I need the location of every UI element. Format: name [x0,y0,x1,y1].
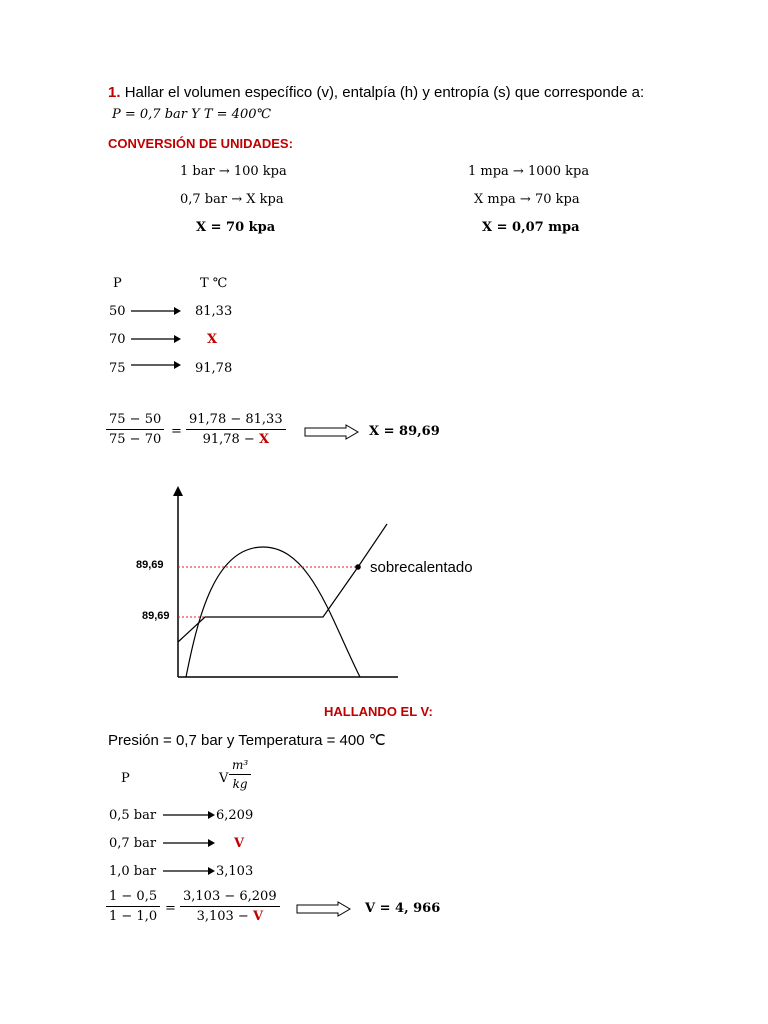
interp2-num-right: 3,103 − 6,209 [180,889,280,907]
conversion-right-2: X mpa → 70 kpa [474,192,580,207]
conversion-heading: CONVERSIÓN DE UNIDADES: [108,136,293,151]
interp2-result: V = 4, 966 [365,901,441,916]
diagram-label-upper: 89,69 [136,559,164,571]
interp2-den-right-var: V [252,909,264,924]
interp2-den-right [194,907,266,924]
table1-header-t: T ℃ [200,276,228,291]
double-arrow-right-icon [296,901,352,917]
interp1-den-right-var: X [258,432,270,447]
arrow-right-icon [162,836,216,850]
table2-header-v: V [219,771,229,786]
table2-row1-v: 6,209 [216,808,254,823]
table2-unit [229,758,251,791]
table2-row2-v: V [234,836,245,851]
saturation-dome [186,547,360,677]
arrow-right-icon [130,358,182,372]
table1-row2-p: 70 [109,332,126,347]
table2-header-p: P [121,771,130,786]
volume-conditions: Presión = 0,7 bar y Temperatura = 400 ℃ [108,732,386,749]
arrow-right-icon [130,332,182,346]
table1-row1-t: 81,33 [195,304,233,319]
process-line [178,524,387,642]
interp2-den-right-main: 3,103 − [196,909,253,924]
problem-statement [108,84,644,101]
diagram-point-label: sobrecalentado [370,559,473,576]
table2-unit-den: kg [232,777,248,791]
table1-row1-p: 50 [109,304,126,319]
conversion-left-result: X = 70 kpa [196,220,276,235]
interp1-fraction-right [186,412,286,447]
table1-row3-t: 91,78 [195,361,233,376]
tv-diagram [130,482,400,687]
table2-row2-p: 0,7 bar [109,836,157,851]
double-arrow-right-icon [304,424,360,440]
table1-row3-p: 75 [109,361,126,376]
interp1-result: X = 89,69 [369,424,440,439]
table2-row1-p: 0,5 bar [109,808,157,823]
conversion-right-1: 1 mpa → 1000 kpa [468,164,590,179]
interp2-fraction-left [106,889,160,924]
interp1-num-right: 91,78 − 81,33 [186,412,286,430]
interp2-num-left: 1 − 0,5 [106,889,160,907]
problem-text: Hallar el volumen específico (v), entalpía (h) y entropía (s) que corresponde a: [124,84,645,101]
problem-number: 1. [108,84,121,101]
conversion-left-1: 1 bar → 100 kpa [180,164,287,179]
table1-header-p: P [113,276,122,291]
arrow-right-icon [130,304,182,318]
table2-row3-p: 1,0 bar [109,864,157,879]
table1-row2-t: X [207,332,218,347]
interp1-den-right-main: 91,78 − [202,432,259,447]
conversion-right-result: X = 0,07 mpa [482,220,580,235]
conversion-left-2: 0,7 bar → X kpa [180,192,284,207]
arrow-right-icon [162,864,216,878]
y-axis-arrow-icon [173,486,183,496]
interp1-den-left: 75 − 70 [109,432,162,447]
interp1-den-right [200,430,272,447]
diagram-label-lower: 89,69 [142,610,170,622]
volume-heading: HALLANDO EL V: [324,704,433,719]
table2-row3-v: 3,103 [216,864,254,879]
given-conditions: P = 0,7 bar Y T = 400℃ [112,107,272,122]
interp1-equals: = [171,424,182,439]
state-point [355,564,361,570]
table2-unit-num: m³ [229,758,251,775]
interp2-den-left: 1 − 1,0 [109,909,158,924]
interp1-num-left: 75 − 50 [106,412,164,430]
arrow-right-icon [162,808,216,822]
interp2-equals: = [165,901,176,916]
interp2-fraction-right [180,889,280,924]
interp1-fraction-left [106,412,164,447]
